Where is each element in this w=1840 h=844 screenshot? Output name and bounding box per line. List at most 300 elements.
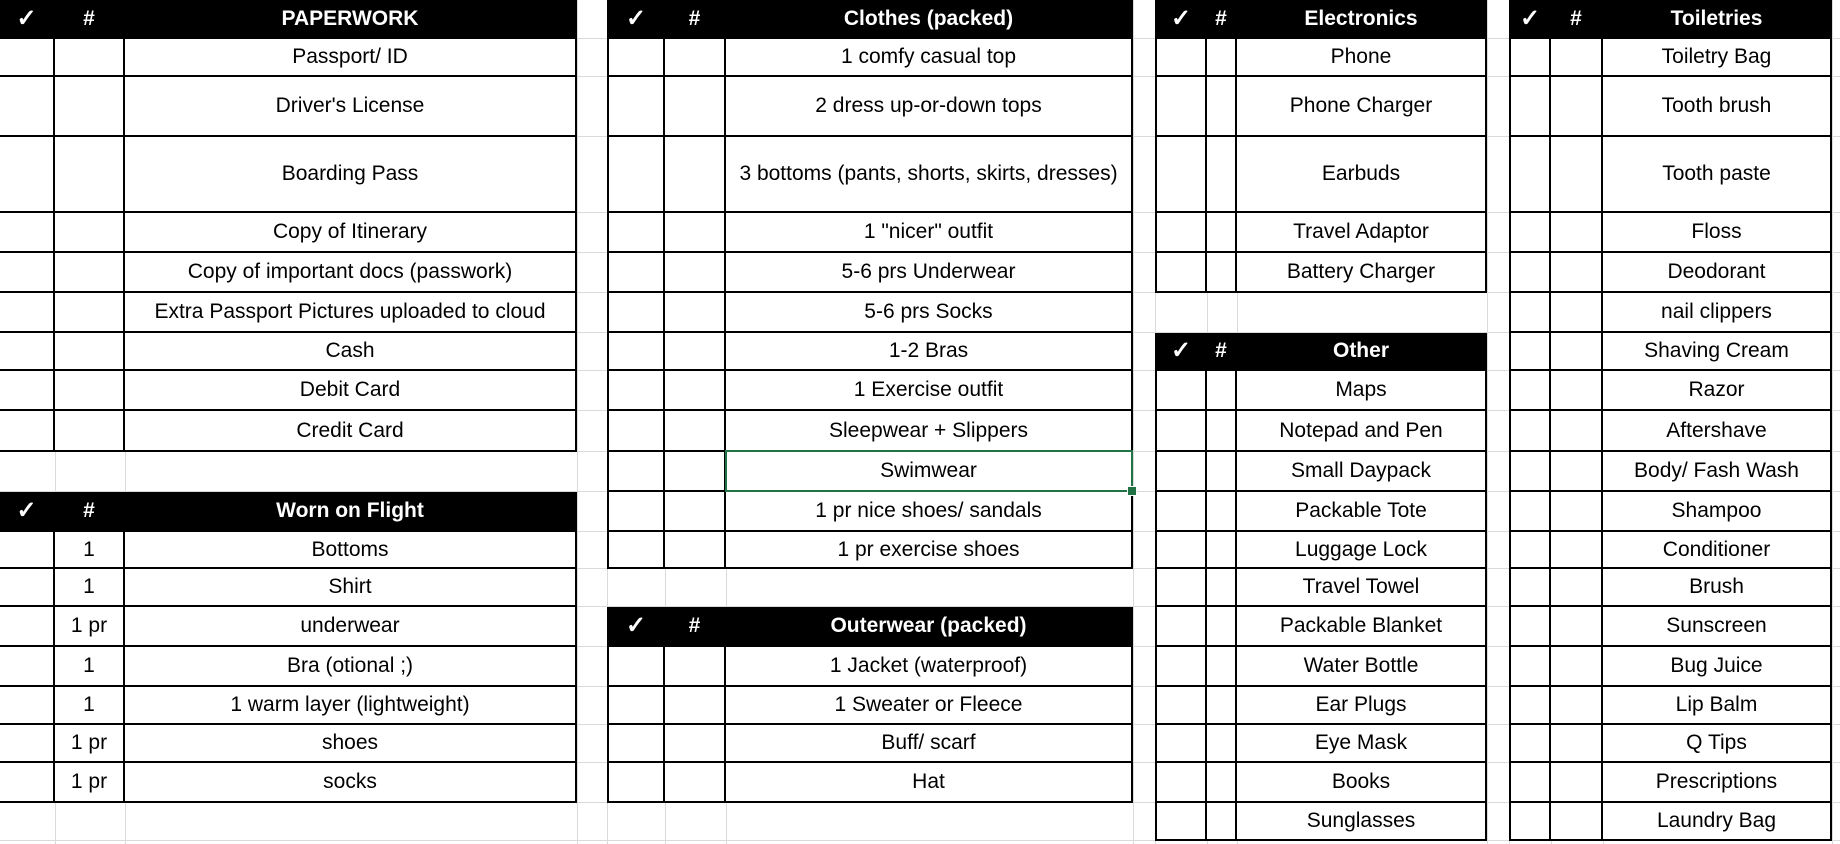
item-cell[interactable]: Tooth brush xyxy=(1603,77,1832,137)
table-row xyxy=(1155,77,1487,137)
item-cell[interactable]: Shampoo xyxy=(1603,492,1832,532)
qty-cell[interactable] xyxy=(1207,77,1237,137)
checkbox-cell[interactable] xyxy=(0,647,55,687)
checkbox-cell[interactable] xyxy=(1509,647,1551,687)
checkbox-cell[interactable] xyxy=(0,137,55,213)
item-cell[interactable]: Ear Plugs xyxy=(1237,687,1487,725)
table-row xyxy=(1509,647,1832,687)
checkbox-cell[interactable] xyxy=(1509,452,1551,492)
checkbox-cell[interactable] xyxy=(1155,763,1207,803)
table-row xyxy=(0,213,577,253)
checkbox-cell[interactable] xyxy=(1155,803,1207,841)
table-title: Toiletries xyxy=(1603,0,1832,39)
qty-cell[interactable]: 1 pr xyxy=(55,607,125,647)
table-row xyxy=(0,411,577,452)
item-cell[interactable]: Q Tips xyxy=(1603,725,1832,763)
qty-cell[interactable] xyxy=(1551,411,1603,452)
item-cell[interactable]: 3 bottoms (pants, shorts, skirts, dresses) xyxy=(726,137,1133,213)
check-column-header: ✓ xyxy=(1155,333,1207,371)
item-cell[interactable]: Maps xyxy=(1237,371,1487,411)
table-row xyxy=(1155,137,1487,213)
item-cell[interactable]: Phone xyxy=(1237,39,1487,77)
table-row xyxy=(0,371,577,411)
checkbox-cell[interactable] xyxy=(0,763,55,803)
item-cell[interactable]: Sunglasses xyxy=(1237,803,1487,841)
item-cell[interactable]: Books xyxy=(1237,763,1487,803)
checkbox-cell[interactable] xyxy=(1509,569,1551,607)
table-row xyxy=(0,293,577,333)
checkbox-cell[interactable] xyxy=(1509,411,1551,452)
checkbox-cell[interactable] xyxy=(1155,452,1207,492)
checkbox-cell[interactable] xyxy=(1155,532,1207,569)
item-cell[interactable]: Earbuds xyxy=(1237,137,1487,213)
table-row xyxy=(1509,803,1832,841)
item-cell[interactable]: 1 Exercise outfit xyxy=(726,371,1133,411)
item-cell[interactable]: Prescriptions xyxy=(1603,763,1832,803)
qty-cell[interactable] xyxy=(1207,492,1237,532)
table-row xyxy=(1155,687,1487,725)
gridline xyxy=(1133,0,1134,844)
qty-cell[interactable] xyxy=(1551,213,1603,253)
qty-cell[interactable] xyxy=(55,137,125,213)
qty-cell[interactable] xyxy=(1551,569,1603,607)
checkbox-cell[interactable] xyxy=(607,137,665,213)
qty-cell[interactable] xyxy=(665,77,726,137)
item-cell[interactable]: Shaving Cream xyxy=(1603,333,1832,371)
qty-cell[interactable] xyxy=(665,293,726,333)
item-cell[interactable]: Small Daypack xyxy=(1237,452,1487,492)
qty-cell[interactable] xyxy=(1551,607,1603,647)
checkbox-cell[interactable] xyxy=(607,452,665,492)
item-cell[interactable]: Bottoms xyxy=(125,532,577,569)
table-row xyxy=(1509,452,1832,492)
table-row xyxy=(1509,253,1832,293)
item-cell[interactable]: underwear xyxy=(125,607,577,647)
table-row xyxy=(1155,725,1487,763)
qty-cell[interactable] xyxy=(665,725,726,763)
checkbox-cell[interactable] xyxy=(1509,137,1551,213)
item-cell[interactable]: Lip Balm xyxy=(1603,687,1832,725)
qty-cell[interactable]: 1 xyxy=(55,532,125,569)
table-row xyxy=(1509,687,1832,725)
table-header-row xyxy=(1155,0,1487,39)
table-row xyxy=(1155,371,1487,411)
table-title: Other xyxy=(1237,333,1487,371)
check-column-header: ✓ xyxy=(1509,0,1551,39)
checkbox-cell[interactable] xyxy=(1509,492,1551,532)
table-row xyxy=(607,725,1133,763)
checkbox-cell[interactable] xyxy=(607,253,665,293)
checkbox-cell[interactable] xyxy=(0,213,55,253)
qty-cell[interactable] xyxy=(55,39,125,77)
qty-cell[interactable] xyxy=(1207,39,1237,77)
checkbox-cell[interactable] xyxy=(1155,725,1207,763)
item-cell[interactable]: 1 comfy casual top xyxy=(726,39,1133,77)
qty-column-header: # xyxy=(55,0,125,39)
item-cell[interactable]: Toiletry Bag xyxy=(1603,39,1832,77)
qty-cell[interactable] xyxy=(55,213,125,253)
qty-cell[interactable] xyxy=(1551,293,1603,333)
table-row xyxy=(0,333,577,371)
qty-cell[interactable] xyxy=(1551,333,1603,371)
qty-cell[interactable] xyxy=(665,371,726,411)
checkbox-cell[interactable] xyxy=(1509,532,1551,569)
qty-cell[interactable] xyxy=(1551,803,1603,841)
item-cell[interactable]: Copy of important docs (passwork) xyxy=(125,253,577,293)
qty-column-header: # xyxy=(1551,0,1603,39)
table-row xyxy=(1509,492,1832,532)
table-header-row xyxy=(607,607,1133,647)
qty-cell[interactable] xyxy=(1207,213,1237,253)
item-cell[interactable]: Body/ Fash Wash xyxy=(1603,452,1832,492)
item-cell[interactable]: Debit Card xyxy=(125,371,577,411)
table-row xyxy=(1509,569,1832,607)
item-cell[interactable]: 5-6 prs Underwear xyxy=(726,253,1133,293)
qty-cell[interactable] xyxy=(1207,137,1237,213)
table-row xyxy=(607,411,1133,452)
checkbox-cell[interactable] xyxy=(1155,411,1207,452)
checkbox-cell[interactable] xyxy=(607,687,665,725)
table-title: PAPERWORK xyxy=(125,0,577,39)
checkbox-cell[interactable] xyxy=(0,293,55,333)
table-row xyxy=(1155,253,1487,293)
table-row xyxy=(0,607,577,647)
checkbox-cell[interactable] xyxy=(1155,39,1207,77)
qty-cell[interactable] xyxy=(1551,77,1603,137)
table-row xyxy=(607,492,1133,532)
table-row xyxy=(607,532,1133,569)
table-row xyxy=(0,137,577,213)
table-row xyxy=(607,213,1133,253)
item-cell[interactable]: Notepad and Pen xyxy=(1237,411,1487,452)
checkbox-cell[interactable] xyxy=(1509,213,1551,253)
gridline xyxy=(1487,0,1488,844)
qty-cell[interactable] xyxy=(1207,803,1237,841)
item-cell[interactable]: Luggage Lock xyxy=(1237,532,1487,569)
table-title: Worn on Flight xyxy=(125,492,577,532)
table-row xyxy=(1155,763,1487,803)
gridline xyxy=(577,0,578,844)
item-cell[interactable]: Phone Charger xyxy=(1237,77,1487,137)
item-cell[interactable]: 1 Sweater or Fleece xyxy=(726,687,1133,725)
qty-cell[interactable]: 1 pr xyxy=(55,725,125,763)
checkbox-cell[interactable] xyxy=(1155,77,1207,137)
qty-cell[interactable] xyxy=(665,253,726,293)
checkbox-cell[interactable] xyxy=(607,492,665,532)
checkbox-cell[interactable] xyxy=(1155,687,1207,725)
table-row xyxy=(607,687,1133,725)
item-cell[interactable]: Packable Blanket xyxy=(1237,607,1487,647)
checkbox-cell[interactable] xyxy=(1155,213,1207,253)
table-row xyxy=(1155,803,1487,841)
checkbox-cell[interactable] xyxy=(0,725,55,763)
qty-column-header: # xyxy=(1207,0,1237,39)
qty-cell[interactable]: 1 pr xyxy=(55,763,125,803)
table-row xyxy=(1155,647,1487,687)
item-cell[interactable]: Eye Mask xyxy=(1237,725,1487,763)
checkbox-cell[interactable] xyxy=(1509,371,1551,411)
qty-cell[interactable] xyxy=(665,411,726,452)
table-row xyxy=(1509,725,1832,763)
table-header-row xyxy=(607,0,1133,39)
checkbox-cell[interactable] xyxy=(0,687,55,725)
table-row xyxy=(607,647,1133,687)
qty-cell[interactable] xyxy=(1207,532,1237,569)
item-cell[interactable]: Travel Adaptor xyxy=(1237,213,1487,253)
table-row xyxy=(1155,532,1487,569)
checkbox-cell[interactable] xyxy=(1155,647,1207,687)
item-cell[interactable]: Travel Towel xyxy=(1237,569,1487,607)
qty-cell[interactable] xyxy=(55,411,125,452)
item-cell[interactable]: shoes xyxy=(125,725,577,763)
qty-cell[interactable] xyxy=(55,293,125,333)
checkbox-cell[interactable] xyxy=(1509,687,1551,725)
table-row xyxy=(607,253,1133,293)
checkbox-cell[interactable] xyxy=(607,39,665,77)
table-row xyxy=(607,371,1133,411)
qty-cell[interactable] xyxy=(1551,492,1603,532)
qty-cell[interactable] xyxy=(665,39,726,77)
checkbox-cell[interactable] xyxy=(607,532,665,569)
checkbox-cell[interactable] xyxy=(0,253,55,293)
table-row xyxy=(607,137,1133,213)
item-cell[interactable]: Razor xyxy=(1603,371,1832,411)
item-cell[interactable]: Passport/ ID xyxy=(125,39,577,77)
table-row xyxy=(0,569,577,607)
checkbox-cell[interactable] xyxy=(1155,607,1207,647)
table-row xyxy=(0,763,577,803)
qty-cell[interactable]: 1 xyxy=(55,647,125,687)
table-row xyxy=(1155,492,1487,532)
checkbox-cell[interactable] xyxy=(607,763,665,803)
qty-cell[interactable] xyxy=(665,492,726,532)
table-row xyxy=(0,39,577,77)
qty-cell[interactable] xyxy=(665,647,726,687)
qty-cell[interactable] xyxy=(1207,687,1237,725)
qty-cell[interactable] xyxy=(665,532,726,569)
checkbox-cell[interactable] xyxy=(1509,39,1551,77)
table-row xyxy=(1509,411,1832,452)
table-row xyxy=(0,77,577,137)
item-cell[interactable]: Copy of Itinerary xyxy=(125,213,577,253)
checkbox-cell[interactable] xyxy=(1509,253,1551,293)
item-cell[interactable]: 1 pr nice shoes/ sandals xyxy=(726,492,1133,532)
qty-cell[interactable] xyxy=(665,763,726,803)
qty-cell[interactable] xyxy=(1551,39,1603,77)
item-cell[interactable]: 1 warm layer (lightweight) xyxy=(125,687,577,725)
checkbox-cell[interactable] xyxy=(607,333,665,371)
item-cell[interactable]: nail clippers xyxy=(1603,293,1832,333)
check-column-header: ✓ xyxy=(607,607,665,647)
qty-cell[interactable] xyxy=(55,253,125,293)
item-cell[interactable]: Packable Tote xyxy=(1237,492,1487,532)
table-row xyxy=(1155,607,1487,647)
qty-cell[interactable] xyxy=(665,213,726,253)
table-row xyxy=(607,293,1133,333)
item-cell[interactable]: 1 pr exercise shoes xyxy=(726,532,1133,569)
item-cell[interactable]: Water Bottle xyxy=(1237,647,1487,687)
checkbox-cell[interactable] xyxy=(1155,371,1207,411)
table-row xyxy=(1155,213,1487,253)
checkbox-cell[interactable] xyxy=(1509,607,1551,647)
qty-cell[interactable] xyxy=(1551,371,1603,411)
table-row xyxy=(1509,293,1832,333)
item-cell[interactable]: Boarding Pass xyxy=(125,137,577,213)
table-row xyxy=(607,77,1133,137)
checkbox-cell[interactable] xyxy=(0,39,55,77)
checkbox-cell[interactable] xyxy=(607,293,665,333)
item-cell[interactable]: 1-2 Bras xyxy=(726,333,1133,371)
qty-cell[interactable] xyxy=(1551,137,1603,213)
qty-cell[interactable] xyxy=(1207,371,1237,411)
qty-column-header: # xyxy=(665,607,726,647)
qty-column-header: # xyxy=(665,0,726,39)
checkbox-cell[interactable] xyxy=(1509,333,1551,371)
check-column-header: ✓ xyxy=(0,492,55,532)
checkbox-cell[interactable] xyxy=(0,411,55,452)
gridline xyxy=(1832,0,1833,844)
checkbox-cell[interactable] xyxy=(1155,569,1207,607)
qty-cell[interactable] xyxy=(1207,253,1237,293)
table-header-row xyxy=(1509,0,1832,39)
item-cell[interactable]: Bra (otional ;) xyxy=(125,647,577,687)
table-row xyxy=(1509,371,1832,411)
item-cell[interactable]: Floss xyxy=(1603,213,1832,253)
table-row xyxy=(0,253,577,293)
checkbox-cell[interactable] xyxy=(0,569,55,607)
qty-cell[interactable] xyxy=(1551,763,1603,803)
checkbox-cell[interactable] xyxy=(1509,763,1551,803)
qty-cell[interactable] xyxy=(1551,532,1603,569)
check-column-header: ✓ xyxy=(1155,0,1207,39)
table-title: Outerwear (packed) xyxy=(726,607,1133,647)
qty-cell[interactable] xyxy=(1551,725,1603,763)
item-cell[interactable]: Credit Card xyxy=(125,411,577,452)
qty-cell[interactable]: 1 xyxy=(55,687,125,725)
item-cell[interactable]: Sleepwear + Slippers xyxy=(726,411,1133,452)
table-row xyxy=(0,647,577,687)
item-cell[interactable]: Cash xyxy=(125,333,577,371)
qty-cell[interactable] xyxy=(1551,647,1603,687)
table-row xyxy=(1509,77,1832,137)
checkbox-cell[interactable] xyxy=(1155,492,1207,532)
checkbox-cell[interactable] xyxy=(0,371,55,411)
item-cell[interactable]: socks xyxy=(125,763,577,803)
item-cell[interactable]: Battery Charger xyxy=(1237,253,1487,293)
table-row xyxy=(1509,39,1832,77)
item-cell[interactable]: Extra Passport Pictures uploaded to cloud xyxy=(125,293,577,333)
table-header-row xyxy=(1155,333,1487,371)
qty-cell[interactable] xyxy=(55,371,125,411)
table-row xyxy=(607,452,1133,492)
qty-cell[interactable] xyxy=(665,333,726,371)
table-row xyxy=(1509,333,1832,371)
check-column-header: ✓ xyxy=(0,0,55,39)
table-row xyxy=(1155,411,1487,452)
checkbox-cell[interactable] xyxy=(607,725,665,763)
item-cell[interactable]: Conditioner xyxy=(1603,532,1832,569)
qty-cell[interactable] xyxy=(1207,607,1237,647)
qty-cell[interactable] xyxy=(1207,725,1237,763)
check-column-header: ✓ xyxy=(607,0,665,39)
checkbox-cell[interactable] xyxy=(0,532,55,569)
checkbox-cell[interactable] xyxy=(1509,293,1551,333)
table-title: Electronics xyxy=(1237,0,1487,39)
qty-cell[interactable] xyxy=(665,452,726,492)
qty-cell[interactable] xyxy=(1207,763,1237,803)
checkbox-cell[interactable] xyxy=(1509,77,1551,137)
item-cell[interactable]: Deodorant xyxy=(1603,253,1832,293)
checkbox-cell[interactable] xyxy=(0,77,55,137)
item-cell[interactable]: Bug Juice xyxy=(1603,647,1832,687)
table-row xyxy=(0,532,577,569)
item-cell[interactable]: Laundry Bag xyxy=(1603,803,1832,841)
qty-cell[interactable] xyxy=(1551,452,1603,492)
table-row xyxy=(1509,763,1832,803)
qty-cell[interactable] xyxy=(665,687,726,725)
item-cell[interactable]: Brush xyxy=(1603,569,1832,607)
table-row xyxy=(1155,452,1487,492)
item-cell[interactable]: Tooth paste xyxy=(1603,137,1832,213)
checkbox-cell[interactable] xyxy=(607,371,665,411)
table-row xyxy=(607,763,1133,803)
checkbox-cell[interactable] xyxy=(0,607,55,647)
item-cell[interactable]: Driver's License xyxy=(125,77,577,137)
item-cell[interactable]: 5-6 prs Socks xyxy=(726,293,1133,333)
qty-cell[interactable] xyxy=(55,77,125,137)
table-row xyxy=(0,725,577,763)
table-title: Clothes (packed) xyxy=(726,0,1133,39)
checkbox-cell[interactable] xyxy=(1155,137,1207,213)
table-header-row xyxy=(0,0,577,39)
item-cell[interactable]: 2 dress up-or-down tops xyxy=(726,77,1133,137)
item-cell[interactable]: 1 Jacket (waterproof) xyxy=(726,647,1133,687)
table-header-row xyxy=(0,492,577,532)
table-row xyxy=(1509,213,1832,253)
checkbox-cell[interactable] xyxy=(607,647,665,687)
checkbox-cell[interactable] xyxy=(0,333,55,371)
qty-cell[interactable] xyxy=(1207,569,1237,607)
qty-cell[interactable] xyxy=(1207,411,1237,452)
item-cell[interactable]: Swimwear xyxy=(726,452,1133,492)
qty-cell[interactable] xyxy=(1551,687,1603,725)
checkbox-cell[interactable] xyxy=(1155,253,1207,293)
table-row xyxy=(1509,137,1832,213)
table-row xyxy=(1509,607,1832,647)
item-cell[interactable]: Shirt xyxy=(125,569,577,607)
qty-cell[interactable]: 1 xyxy=(55,569,125,607)
qty-cell[interactable] xyxy=(665,137,726,213)
table-row xyxy=(607,333,1133,371)
checkbox-cell[interactable] xyxy=(1509,725,1551,763)
qty-cell[interactable] xyxy=(1207,647,1237,687)
qty-cell[interactable] xyxy=(55,333,125,371)
item-cell[interactable]: 1 "nicer" outfit xyxy=(726,213,1133,253)
checkbox-cell[interactable] xyxy=(607,411,665,452)
checkbox-cell[interactable] xyxy=(607,77,665,137)
item-cell[interactable]: Buff/ scarf xyxy=(726,725,1133,763)
checkbox-cell[interactable] xyxy=(607,213,665,253)
qty-column-header: # xyxy=(1207,333,1237,371)
table-row xyxy=(607,39,1133,77)
item-cell[interactable]: Sunscreen xyxy=(1603,607,1832,647)
checkbox-cell[interactable] xyxy=(1509,803,1551,841)
item-cell[interactable]: Aftershave xyxy=(1603,411,1832,452)
qty-cell[interactable] xyxy=(1551,253,1603,293)
qty-cell[interactable] xyxy=(1207,452,1237,492)
item-cell[interactable]: Hat xyxy=(726,763,1133,803)
table-row xyxy=(0,687,577,725)
